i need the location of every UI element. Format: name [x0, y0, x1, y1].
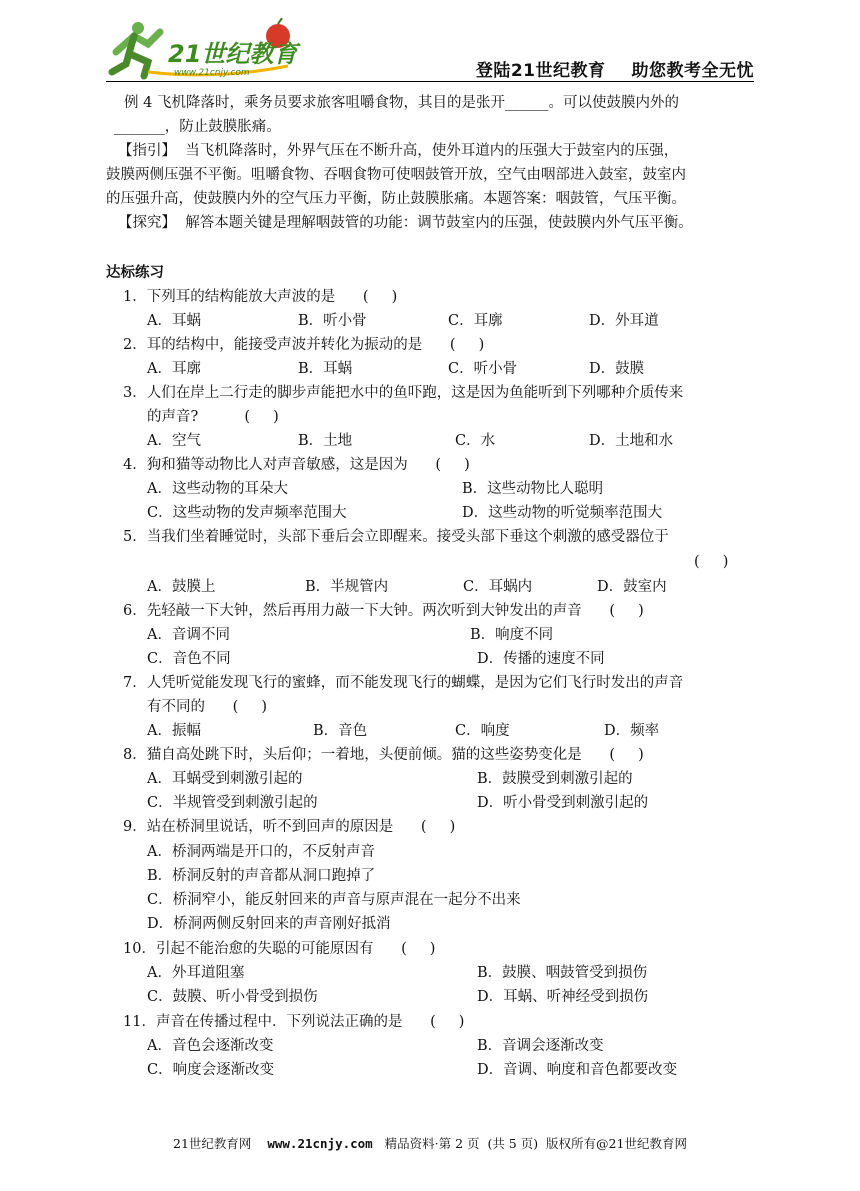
q6-option-c: C．音色不同 — [147, 651, 231, 667]
question-8: 8．猫自高处跳下时，头后仰；一着地，头便前倾。猫的这些姿势变化是 ( ) — [123, 747, 644, 763]
question-9: 9．站在桥洞里说话，听不到回声的原因是 ( ) — [123, 819, 456, 835]
guide-line-2: 鼓膜两侧压强不平衡。咀嚼食物、吞咽食物可使咽鼓管开放，空气由咽部进入鼓室，鼓室内 — [106, 167, 686, 183]
logo — [108, 18, 308, 82]
q10-option-b: B．鼓膜、咽鼓管受到损伤 — [477, 965, 648, 981]
slogan-right: 助您教考全无忧 — [631, 61, 754, 81]
guide-line-1: 【指引】 当飞机降落时，外界气压在不断升高，使外耳道内的压强大于鼓室内的压强， — [118, 143, 679, 159]
explore-line: 【探究】 解答本题关键是理解咽鼓管的功能：调节鼓室内的压强，使鼓膜内外气压平衡。 — [118, 215, 693, 231]
header-rule — [106, 81, 754, 82]
q10-option-c: C．鼓膜、听小骨受到损伤 — [147, 989, 318, 1005]
q4-option-b: B．这些动物比人聪明 — [462, 481, 604, 497]
question-7-line-2: 有不同的 ( ) — [147, 699, 268, 715]
question-10: 10．引起不能治愈的失聪的可能原因有 ( ) — [123, 941, 436, 957]
q11-option-a: A．音色会逐渐改变 — [147, 1038, 274, 1054]
q7-option-a: A．振幅 — [147, 723, 201, 739]
q6-option-b: B．响度不同 — [470, 627, 554, 643]
q5-option-c: C．耳蜗内 — [463, 579, 533, 595]
q2-option-d: D．鼓膜 — [589, 361, 645, 377]
q3-option-c: C．水 — [455, 433, 496, 449]
question-4: 4．狗和猫等动物比人对声音敏感，这是因为 ( ) — [123, 457, 470, 473]
guide-line-3: 的压强升高，使鼓膜内外的空气压力平衡，防止鼓膜胀痛。本题答案：咽鼓管，气压平衡。 — [106, 191, 686, 207]
footer-right: 精品资料·第 2 页 (共 5 页) 版权所有@21世纪教育网 — [384, 1136, 687, 1151]
q6-option-a: A．音调不同 — [147, 627, 230, 643]
q7-option-c: C．响度 — [455, 723, 510, 739]
q7-option-d: D．频率 — [604, 723, 660, 739]
logo-text: 21世纪教育 — [168, 40, 298, 68]
q11-option-c: C．响度会逐渐改变 — [147, 1062, 275, 1078]
q1-option-a: A．耳蜗 — [147, 313, 201, 329]
q9-option-a: A．桥洞两端是开口的，不反射声音 — [147, 844, 375, 860]
question-11: 11．声音在传播过程中．下列说法正确的是 ( ) — [123, 1014, 465, 1030]
q7-option-b: B．音色 — [313, 723, 368, 739]
q11-option-d: D．音调、响度和音色都要改变 — [477, 1062, 678, 1078]
question-1: 1．下列耳的结构能放大声波的是 ( ) — [123, 289, 398, 305]
q3-option-d: D．土地和水 — [589, 433, 674, 449]
q9-option-c: C．桥洞窄小，能反射回来的声音与原声混在一起分不出来 — [147, 892, 521, 908]
question-3-line-2: 的声音? ( ) — [147, 409, 279, 425]
q8-option-b: B．鼓膜受到刺激引起的 — [477, 771, 633, 787]
page-header — [0, 0, 860, 90]
q10-option-d: D．耳蜗、听神经受到损伤 — [477, 989, 649, 1005]
q5-option-b: B．半规管内 — [305, 579, 389, 595]
example-line-2: _______，防止鼓膜胀痛。 — [114, 119, 281, 135]
q9-option-b: B．桥洞反射的声音都从洞口跑掉了 — [147, 868, 376, 884]
q6-option-d: D．传播的速度不同 — [477, 651, 605, 667]
page-footer — [0, 1134, 860, 1152]
q8-option-a: A．耳蜗受到刺激引起的 — [147, 771, 303, 787]
example-line-1: 例 4 飞机降落时，乘务员要求旅客咀嚼食物，其目的是张开______。可以使鼓膜内外的 — [124, 95, 679, 111]
q5-option-d: D．鼓室内 — [597, 579, 667, 595]
q4-option-d: D．这些动物的听觉频率范围大 — [462, 505, 663, 521]
question-3-line-1: 3．人们在岸上二行走的脚步声能把水中的鱼吓跑，这是因为鱼能听到下列哪种介质传来 — [123, 385, 684, 401]
q2-option-c: C．听小骨 — [448, 361, 518, 377]
q5-answer-paren: ( ) — [694, 554, 729, 570]
q3-option-b: B．土地 — [298, 433, 353, 449]
logo-graphic — [108, 18, 308, 82]
q4-option-a: A．这些动物的耳朵大 — [147, 481, 288, 497]
footer-left: 21世纪教育网 — [173, 1136, 252, 1151]
q10-option-a: A．外耳道阻塞 — [147, 965, 245, 981]
q8-option-c: C．半规管受到刺激引起的 — [147, 795, 318, 811]
q1-option-c: C．耳廓 — [448, 313, 503, 329]
q2-option-b: B．耳蜗 — [298, 361, 353, 377]
question-7-line-1: 7．人凭听觉能发现飞行的蜜蜂，而不能发现飞行的蝴蝶，是因为它们飞行时发出的声音 — [123, 675, 684, 691]
q5-option-a: A．鼓膜上 — [147, 579, 216, 595]
question-5: 5．当我们坐着睡觉时，头部下垂后会立即醒来。接受头部下垂这个刺激的感受器位于 — [123, 529, 669, 545]
logo-url: www.21cnjy.com — [174, 68, 250, 78]
q1-option-d: D．外耳道 — [589, 313, 659, 329]
q2-option-a: A．耳廓 — [147, 361, 201, 377]
q4-option-c: C．这些动物的发声频率范围大 — [147, 505, 347, 521]
q1-option-b: B．听小骨 — [298, 313, 367, 329]
footer-site-link[interactable]: www.21cnjy.com — [267, 1136, 373, 1151]
section-title: 达标练习 — [106, 265, 164, 281]
question-2: 2．耳的结构中，能接受声波并转化为振动的是 ( ) — [123, 337, 485, 353]
header-slogan — [476, 56, 754, 81]
slogan-left: 登陆21世纪教育 — [475, 61, 606, 81]
question-6: 6．先轻敲一下大钟，然后再用力敲一下大钟。两次听到大钟发出的声音 ( ) — [123, 603, 644, 619]
q11-option-b: B．音调会逐渐改变 — [477, 1038, 604, 1054]
q3-option-a: A．空气 — [147, 433, 201, 449]
q8-option-d: D．听小骨受到刺激引起的 — [477, 795, 649, 811]
q9-option-d: D．桥洞两侧反射回来的声音刚好抵消 — [147, 916, 391, 932]
